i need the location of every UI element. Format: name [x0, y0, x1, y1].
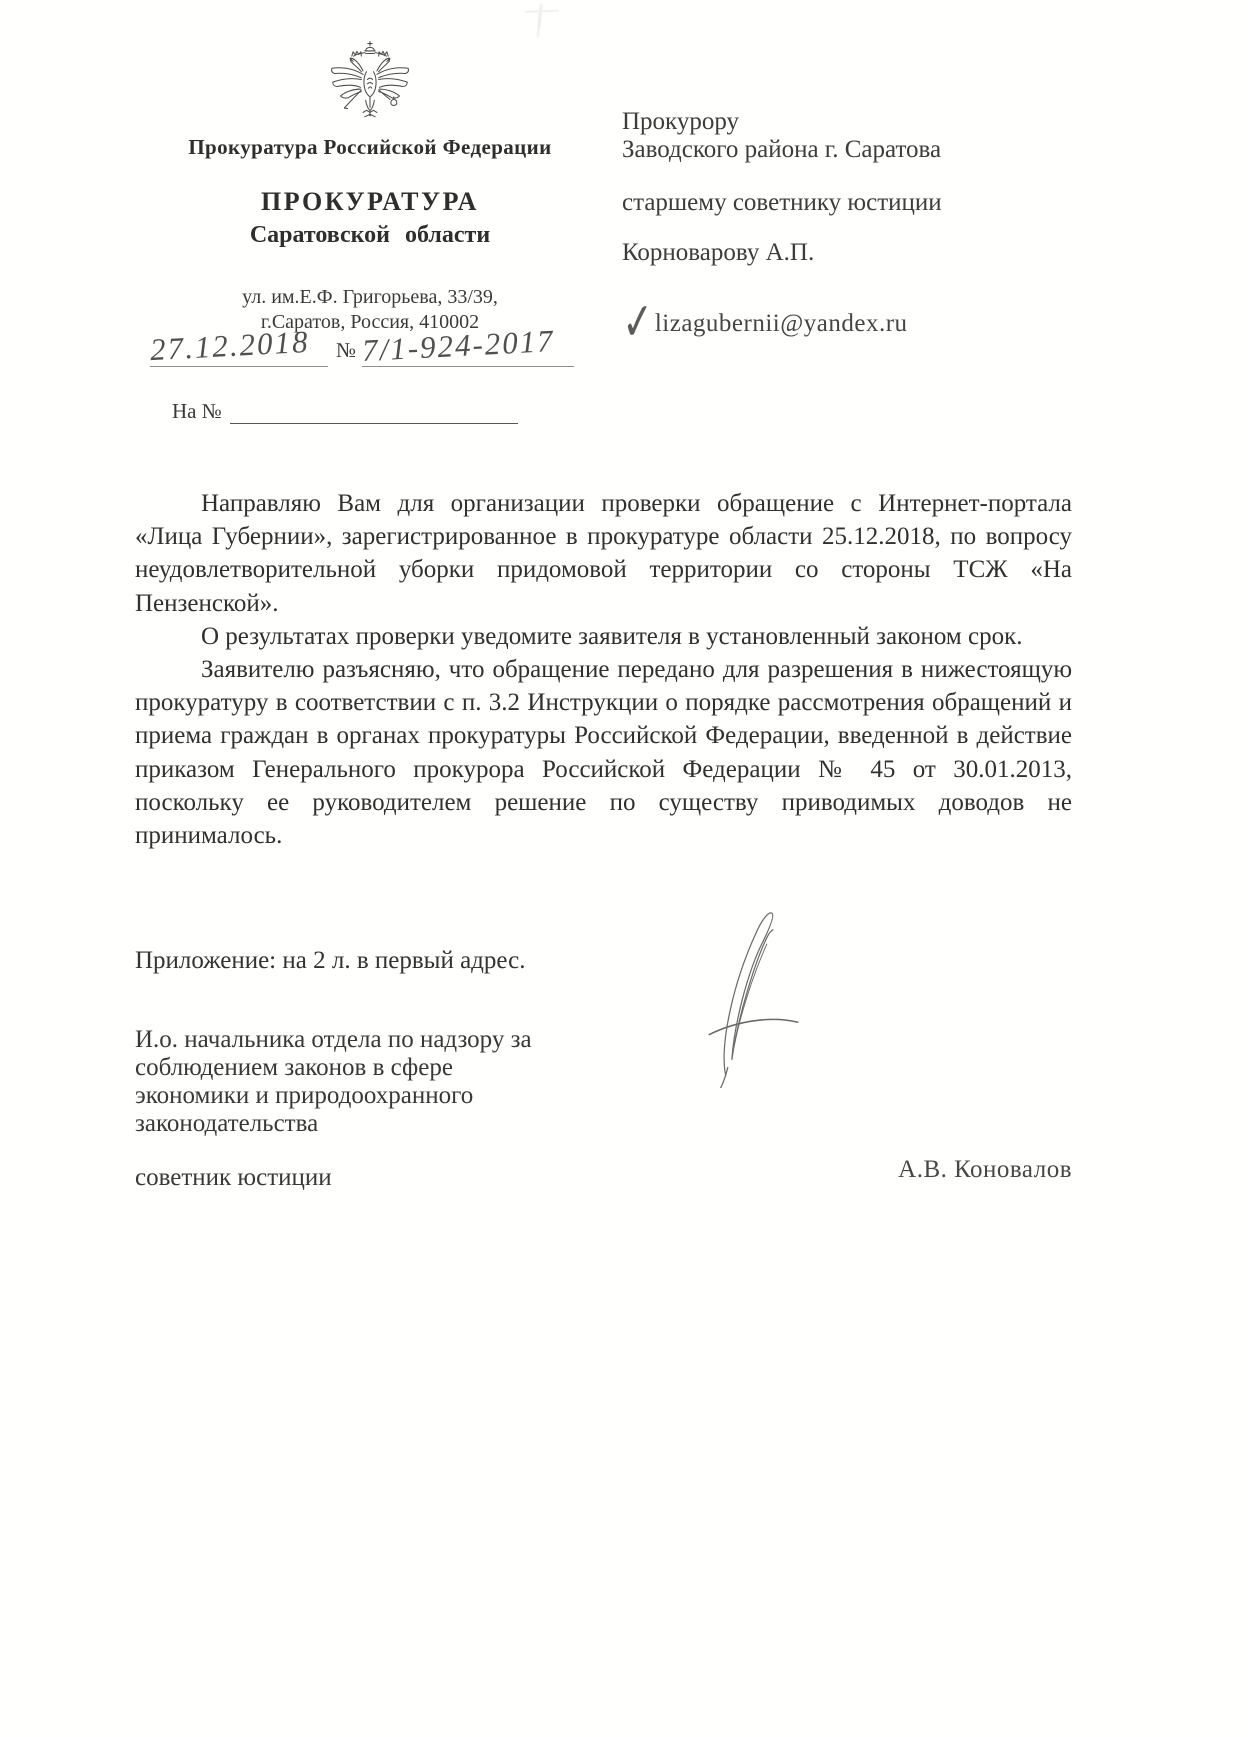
letterhead — [140, 36, 600, 335]
org-address-line2: г.Саратов, Россия, 410002 — [260, 311, 480, 333]
org-address-line1: ул. им.Е.Ф. Григорьева, 33/39, — [242, 286, 498, 308]
addressee-line: Прокурору — [622, 108, 740, 135]
body-paragraph: О результатах проверки уведомите заявителя в установленный законом срок. — [201, 622, 1023, 650]
addressee-line: Корноварову А.П. — [622, 239, 815, 266]
addressee-line: старшему советнику юстиции — [622, 189, 942, 216]
date-underline — [149, 323, 328, 368]
signer-position-line: законодательства — [135, 1110, 319, 1137]
incoming-ref-blank-line — [230, 403, 518, 424]
handwritten-outgoing-number: 7/1-924-2017 — [361, 322, 556, 369]
body-paragraph: Заявителю разъясняю, что обращение передано для разрешения в нижестоящую прокуратуру в соответствии с п. 3.2 Инструкции о порядке рассмотрения обращений и приема граждан в органах прокуратуры Российской Федерации, введенной в действие приказом Генерального прокурора Российской Федерации № 45 от 30.01.2013, поскольку ее руководителем решение по существу приводимых доводов не принималось. — [135, 656, 1072, 850]
handwritten-signature — [696, 903, 811, 1088]
body-paragraph: Направляю Вам для организации проверки обращение с Интернет-портала «Лица Губернии», зарегистрированное в прокуратуре области 25.12.2018, по вопросу неудовлетворительной уборки придомовой территории со стороны ТСЖ «На Пензенской». — [135, 490, 1072, 617]
signer-rank: советник юстиции — [135, 1164, 332, 1191]
addressee-line: Заводского района г. Саратова — [622, 136, 942, 163]
number-underline — [361, 322, 574, 369]
russia-coat-of-arms-icon — [318, 36, 422, 130]
letter-body — [135, 487, 1072, 852]
org-federation-title: Прокуратура Российской Федерации — [188, 135, 552, 159]
org-name-line1: ПРОКУРАТУРА — [261, 187, 479, 216]
incoming-ref-row — [172, 399, 518, 424]
handwritten-date: 27.12.2018 — [149, 323, 311, 368]
org-name-line2: Саратовской области — [249, 222, 491, 248]
addressee-block — [620, 108, 1072, 353]
signer-position-line: экономики и природоохранного — [135, 1082, 474, 1109]
signer-position-line: соблюдением законов в сфере — [135, 1054, 453, 1081]
signer-position-block — [135, 1026, 625, 1192]
attachment-note: Приложение: на 2 л. в первый адрес. — [135, 947, 526, 974]
email-row — [620, 293, 1072, 353]
checkmark-icon: ✓ — [620, 293, 656, 353]
signer-name: А.В. Коновалов — [898, 1156, 1072, 1183]
incoming-ref-label: На № — [172, 399, 222, 423]
number-sign-label: № — [336, 338, 357, 362]
signer-position-line: И.о. начальника отдела по надзору за — [135, 1026, 532, 1053]
scan-artifact — [536, 4, 543, 38]
recipient-email: lizagubernii@yandex.ru — [654, 310, 908, 337]
